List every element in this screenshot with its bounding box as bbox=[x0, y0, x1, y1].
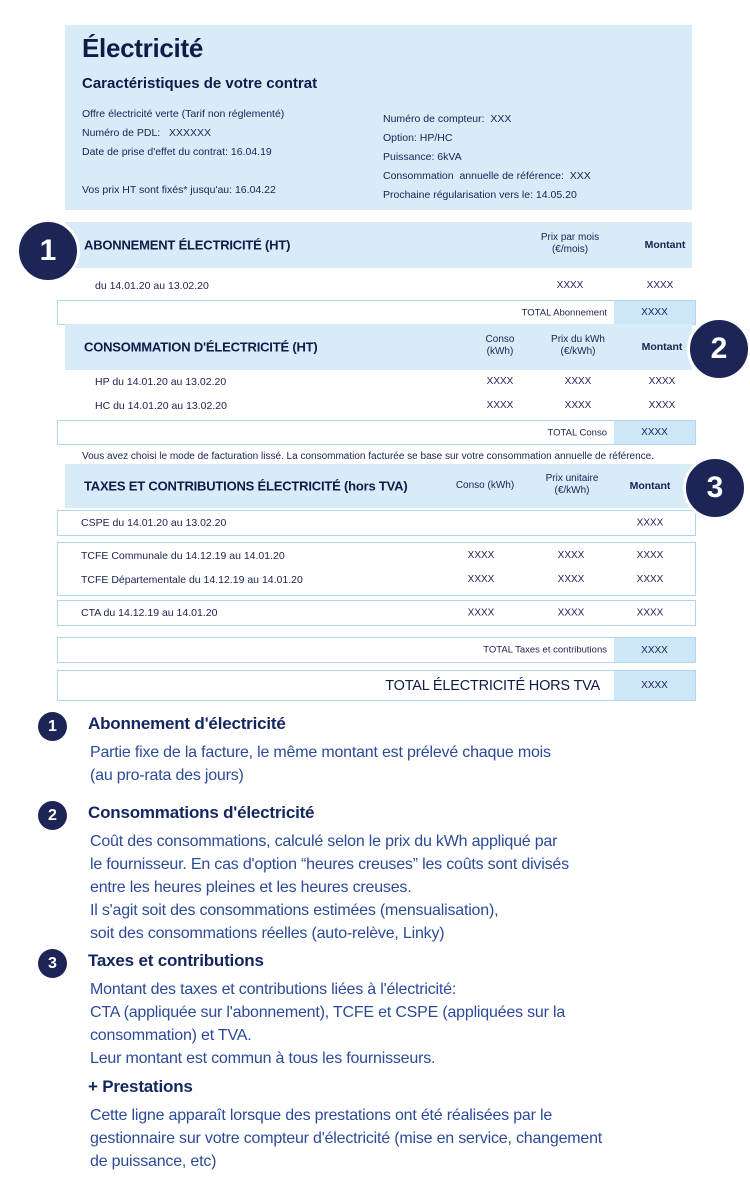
row-label: CSPE du 14.01.20 au 13.02.20 bbox=[81, 517, 227, 529]
row-value-montant: XXXX bbox=[648, 376, 676, 387]
row-label: HC du 14.01.20 au 13.02.20 bbox=[95, 400, 227, 412]
tax-box-tcfe bbox=[57, 542, 696, 596]
total-conso-row bbox=[57, 420, 696, 445]
row-value-montant: XXXX bbox=[636, 607, 664, 619]
row-value-conso: XXXX bbox=[467, 550, 495, 561]
info-line: Vos prix HT sont fixés* jusqu'au: 16.04.22 bbox=[82, 184, 276, 196]
total-conso-value: XXXX bbox=[614, 421, 695, 444]
info-line: Consommation annuelle de référence: XXX bbox=[383, 170, 591, 182]
column-header-montant: Montant bbox=[644, 239, 686, 251]
section-badge-2: 2 bbox=[687, 317, 750, 381]
consommation-section-title: CONSOMMATION D'ÉLECTRICITÉ (HT) bbox=[84, 339, 318, 355]
contract-subtitle: Caractéristiques de votre contrat bbox=[82, 75, 318, 92]
contract-info-right bbox=[383, 110, 591, 205]
row-label: HP du 14.01.20 au 13.02.20 bbox=[95, 376, 227, 388]
contract-info-left bbox=[82, 105, 284, 200]
row-value-prix: XXXX bbox=[556, 280, 584, 291]
legend-line: soit des consommations réelles (auto-relève, Linky) bbox=[90, 925, 445, 942]
legend-line: consommation) et TVA. bbox=[90, 1027, 252, 1044]
total-abonnement-value: XXXX bbox=[614, 301, 695, 324]
info-line: Numéro de compteur: XXX bbox=[383, 113, 512, 125]
legend-body bbox=[90, 978, 565, 1070]
legend-badge-3: 3 bbox=[38, 949, 67, 978]
abonnement-header-bar bbox=[65, 222, 692, 268]
total-abonnement-label: TOTAL Abonnement bbox=[521, 307, 607, 318]
legend-body bbox=[90, 1104, 602, 1173]
row-label: CTA du 14.12.19 au 14.01.20 bbox=[81, 607, 218, 619]
row-value-montant: XXXX bbox=[646, 280, 674, 291]
grand-total-label: TOTAL ÉLECTRICITÉ HORS TVA bbox=[385, 677, 600, 694]
row-value-montant: XXXX bbox=[636, 574, 664, 585]
info-line: Offre électricité verte (Tarif non réglementé) bbox=[82, 108, 285, 120]
legend-line: Partie fixe de la facture, le même montant est prélevé chaque mois bbox=[90, 744, 551, 761]
legend-title: Taxes et contributions bbox=[88, 951, 264, 970]
table-row-tcfe-communale bbox=[58, 548, 697, 568]
row-value-prix: XXXX bbox=[557, 574, 585, 585]
total-taxes-row bbox=[57, 637, 696, 663]
legend-line: Montant des taxes et contributions liées à l'électricité: bbox=[90, 981, 457, 998]
taxes-section-title: TAXES ET CONTRIBUTIONS ÉLECTRICITÉ (hors TVA) bbox=[84, 478, 408, 494]
table-row-hc bbox=[0, 398, 750, 418]
info-line: Option: HP/HC bbox=[383, 132, 453, 144]
row-value-prix: XXXX bbox=[564, 400, 592, 411]
page-title: Électricité bbox=[82, 33, 203, 63]
legend-title: Abonnement d'électricité bbox=[88, 714, 286, 733]
legend-body bbox=[90, 830, 569, 945]
info-line: Numéro de PDL: XXXXXX bbox=[82, 127, 211, 139]
consommation-header-bar bbox=[65, 324, 692, 370]
table-row-abonnement bbox=[0, 278, 750, 298]
row-value-conso: XXXX bbox=[467, 607, 495, 619]
row-value-conso: XXXX bbox=[486, 376, 514, 387]
legend-title: Consommations d'électricité bbox=[88, 803, 315, 822]
row-label: TCFE Départementale du 14.12.19 au 14.01.20 bbox=[81, 574, 303, 586]
tax-box-cta bbox=[57, 600, 696, 626]
total-conso-label: TOTAL Conso bbox=[547, 427, 607, 438]
column-header-prix-mois: Prix par mois (€/mois) bbox=[540, 232, 600, 255]
legend-line: de puissance, etc) bbox=[90, 1153, 217, 1170]
info-line: Puissance: 6kVA bbox=[383, 151, 462, 163]
row-value-conso: XXXX bbox=[486, 400, 514, 411]
row-value-montant: XXXX bbox=[648, 400, 676, 411]
legend-badge-2: 2 bbox=[38, 801, 67, 830]
column-header-conso: Conso (kWh) bbox=[455, 480, 515, 491]
column-header-prix-unitaire: Prix unitaire (€/kWh) bbox=[545, 473, 599, 496]
total-taxes-label: TOTAL Taxes et contributions bbox=[483, 644, 607, 656]
legend-line: CTA (appliquée sur l'abonnement), TCFE et CSPE (appliquées sur la bbox=[90, 1004, 566, 1021]
row-label: TCFE Communale du 14.12.19 au 14.01.20 bbox=[81, 550, 285, 562]
legend-line: Coût des consommations, calculé selon le prix du kWh appliqué par bbox=[90, 833, 558, 850]
legend-line: Leur montant est commun à tous les fournisseurs. bbox=[90, 1050, 436, 1067]
column-header-montant: Montant bbox=[641, 341, 683, 353]
total-abonnement-row bbox=[57, 300, 696, 325]
row-value-montant: XXXX bbox=[636, 517, 664, 529]
legend-line: entre les heures pleines et les heures creuses. bbox=[90, 879, 412, 896]
billing-mode-note: Vous avez choisi le mode de facturation lissé. La consommation facturée se base sur votre consommation annuelle de référence. bbox=[82, 451, 654, 462]
legend-line: Il s'agit soit des consommations estimées (mensualisation), bbox=[90, 902, 499, 919]
info-line: Date de prise d'effet du contrat: 16.04.19 bbox=[82, 146, 272, 158]
legend-badge-1: 1 bbox=[38, 712, 67, 741]
abonnement-section-title: ABONNEMENT ÉLECTRICITÉ (HT) bbox=[84, 237, 291, 253]
section-badge-1: 1 bbox=[16, 219, 80, 283]
row-value-prix: XXXX bbox=[564, 376, 592, 387]
legend-body bbox=[90, 741, 551, 787]
taxes-header-bar bbox=[65, 464, 692, 508]
grand-total-row bbox=[57, 670, 696, 701]
column-header-montant: Montant bbox=[629, 480, 671, 492]
legend-line: Cette ligne apparaît lorsque des prestations ont été réalisées par le bbox=[90, 1107, 553, 1124]
row-value-montant: XXXX bbox=[636, 550, 664, 561]
table-row-hp bbox=[0, 374, 750, 394]
legend-line: (au pro-rata des jours) bbox=[90, 767, 244, 784]
row-label: du 14.01.20 au 13.02.20 bbox=[95, 280, 209, 292]
tax-box-cspe bbox=[57, 510, 696, 536]
row-value-prix: XXXX bbox=[557, 607, 585, 619]
grand-total-value: XXXX bbox=[614, 671, 695, 700]
row-value-prix: XXXX bbox=[557, 550, 585, 561]
legend-line: gestionnaire sur votre compteur d'électricité (mise en service, changement bbox=[90, 1130, 603, 1147]
table-row-tcfe-departementale bbox=[58, 572, 697, 592]
legend-line: le fournisseur. En cas d'option “heures creuses” les coûts sont divisés bbox=[90, 856, 569, 873]
column-header-prix-kwh: Prix du kWh (€/kWh) bbox=[551, 334, 605, 357]
contract-panel bbox=[65, 25, 692, 210]
row-value-conso: XXXX bbox=[467, 574, 495, 585]
legend-title: + Prestations bbox=[88, 1077, 193, 1096]
column-header-conso: Conso (kWh) bbox=[485, 334, 515, 357]
total-taxes-value: XXXX bbox=[614, 638, 695, 662]
info-line: Prochaine régularisation vers le: 14.05.20 bbox=[383, 189, 577, 201]
section-badge-3: 3 bbox=[683, 456, 747, 520]
